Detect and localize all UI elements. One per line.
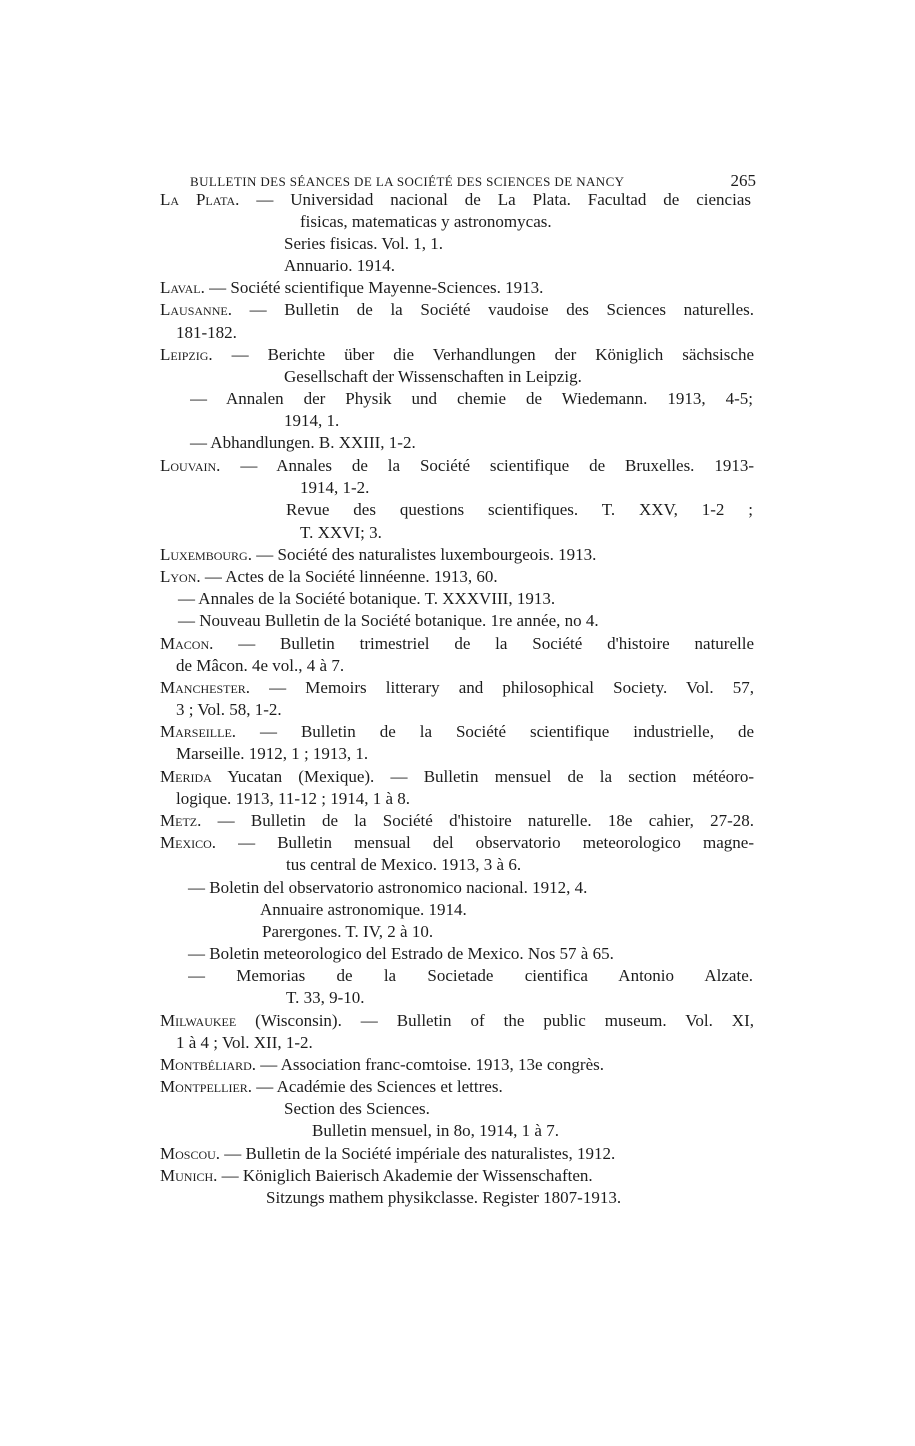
city-name: Lausanne. xyxy=(160,300,232,319)
entry-continuation-line xyxy=(176,323,237,343)
entry-heading-line xyxy=(160,345,754,365)
entry-continuation-line xyxy=(190,433,416,453)
city-name: Metz. xyxy=(160,811,202,830)
entry-continuation-line xyxy=(286,855,521,875)
running-header xyxy=(190,171,756,190)
entry-continuation-line xyxy=(284,367,582,387)
entry-text: — Académie des Sciences et lettres. xyxy=(252,1077,503,1096)
entry-heading-line xyxy=(160,567,498,587)
entry-text: — Nouveau Bulletin de la Société botanique. 1re année, no 4. xyxy=(178,611,599,630)
entry-heading-line xyxy=(160,190,751,210)
city-name: Macon. xyxy=(160,634,214,653)
entry-heading-line xyxy=(160,678,754,698)
entry-text: — Boletin meteorologico del Estrado de Mexico. Nos 57 à 65. xyxy=(188,944,614,963)
city-name: Lyon. xyxy=(160,567,201,586)
entry-continuation-line xyxy=(284,234,443,254)
entry-continuation-line xyxy=(286,500,753,520)
entry-heading-line xyxy=(160,634,754,654)
entry-text: — Bulletin mensual del observatorio meteorologico magne- xyxy=(216,833,754,852)
city-name: Merida xyxy=(160,767,212,786)
city-name: Louvain. xyxy=(160,456,221,475)
entry-text: logique. 1913, 11-12 ; 1914, 1 à 8. xyxy=(176,789,411,808)
entry-text: — Boletin del observatorio astronomico nacional. 1912, 4. xyxy=(188,878,588,897)
entry-text: — Universidad nacional de La Plata. Facultad de ciencias xyxy=(239,190,751,209)
entry-text: Sitzungs mathem physikclasse. Register 1807-1913. xyxy=(266,1188,622,1207)
entry-continuation-line xyxy=(312,1121,559,1141)
entry-continuation-line xyxy=(176,744,368,764)
entry-heading-line xyxy=(160,300,754,320)
entry-text: de Mâcon. 4e vol., 4 à 7. xyxy=(176,656,345,675)
entry-text: Series fisicas. Vol. 1, 1. xyxy=(284,234,443,253)
entry-continuation-line xyxy=(178,589,555,609)
entry-text: 1914, 1-2. xyxy=(300,478,370,497)
entry-text: Marseille. 1912, 1 ; 1913, 1. xyxy=(176,744,369,763)
entry-continuation-line xyxy=(300,523,382,543)
entry-continuation-line xyxy=(300,212,552,232)
entry-heading-line xyxy=(160,1166,593,1186)
city-name: Marseille. xyxy=(160,722,237,741)
entry-continuation-line xyxy=(176,789,410,809)
entry-continuation-line xyxy=(188,878,587,898)
entry-text: — Bulletin de la Société impériale des naturalistes, 1912. xyxy=(220,1144,616,1163)
entry-heading-line xyxy=(160,1077,503,1097)
city-name: Moscou. xyxy=(160,1144,221,1163)
entry-heading-line xyxy=(160,811,754,831)
city-name: Leipzig. xyxy=(160,345,213,364)
entry-text: — Berichte über die Verhandlungen der Königlich sächsische xyxy=(212,345,754,364)
city-name: Luxembourg. xyxy=(160,545,252,564)
entry-text: tus central de Mexico. 1913, 3 à 6. xyxy=(286,855,522,874)
entry-heading-line xyxy=(160,545,596,565)
entry-text: Annuaire astronomique. 1914. xyxy=(260,900,467,919)
entry-heading-line xyxy=(160,1144,615,1164)
entry-text: — Annales de la Société botanique. T. XXXVIII, 1913. xyxy=(178,589,556,608)
entry-text: — Königlich Baierisch Akademie der Wissenschaften. xyxy=(217,1166,593,1185)
entry-continuation-line xyxy=(284,1099,430,1119)
city-name: Munich. xyxy=(160,1166,218,1185)
entry-continuation-line xyxy=(188,966,753,986)
entry-continuation-line xyxy=(176,656,344,676)
entry-text: — Bulletin de la Société vaudoise des Sciences naturelles. xyxy=(231,300,754,319)
entry-continuation-line xyxy=(266,1188,621,1208)
entry-text: — Annalen der Physik und chemie de Wiedemann. 1913, 4-5; xyxy=(190,389,753,408)
entry-text: Yucatan (Mexique). — Bulletin mensuel de la section météoro- xyxy=(211,767,754,786)
entry-text: — Actes de la Société linnéenne. 1913, 60. xyxy=(200,567,498,586)
entry-continuation-line xyxy=(286,988,365,1008)
entry-continuation-line xyxy=(190,389,753,409)
entry-text: Revue des questions scientifiques. T. XXV, 1-2 ; xyxy=(286,500,753,519)
entry-text: Parergones. T. IV, 2 à 10. xyxy=(262,922,434,941)
city-name: Montbéliard. xyxy=(160,1055,257,1074)
entry-text: T. XXVI; 3. xyxy=(300,523,382,542)
entry-text: Annuario. 1914. xyxy=(284,256,395,275)
entry-text: — Bulletin de la Société scientifique industrielle, de xyxy=(236,722,754,741)
city-name: La Plata. xyxy=(160,190,240,209)
city-name: Manchester. xyxy=(160,678,251,697)
entry-continuation-line xyxy=(176,1033,313,1053)
entry-text: 3 ; Vol. 58, 1-2. xyxy=(176,700,282,719)
entry-text: — Memorias de la Societade cientifica Antonio Alzate. xyxy=(188,966,753,985)
entry-text: — Annales de la Société scientifique de Bruxelles. 1913- xyxy=(220,456,754,475)
city-name: Milwaukee xyxy=(160,1011,237,1030)
entry-text: — Bulletin de la Société d'histoire naturelle. 18e cahier, 27-28. xyxy=(201,811,754,830)
entry-heading-line xyxy=(160,1011,754,1031)
entry-continuation-line xyxy=(188,944,614,964)
header-title: BULLETIN DES SÉANCES DE LA SOCIÉTÉ DES SCIENCES DE NANCY xyxy=(190,174,625,189)
entry-text: — Bulletin trimestriel de la Société d'histoire naturelle xyxy=(213,634,754,653)
entry-text: Section des Sciences. xyxy=(284,1099,430,1118)
entry-heading-line xyxy=(160,722,754,742)
entry-heading-line xyxy=(160,767,754,787)
page-number: 265 xyxy=(730,171,756,190)
entry-text: 1914, 1. xyxy=(284,411,340,430)
entry-text: 181-182. xyxy=(176,323,237,342)
entry-text: — Association franc-comtoise. 1913, 13e congrès. xyxy=(256,1055,604,1074)
entry-heading-line xyxy=(160,278,543,298)
entry-text: fisicas, matematicas y astronomycas. xyxy=(300,212,552,231)
entry-heading-line xyxy=(160,1055,604,1075)
city-name: Montpellier. xyxy=(160,1077,253,1096)
entry-text: 1 à 4 ; Vol. XII, 1-2. xyxy=(176,1033,313,1052)
entry-continuation-line xyxy=(300,478,369,498)
entry-heading-line xyxy=(160,833,754,853)
entry-text: Gesellschaft der Wissenschaften in Leipzig. xyxy=(284,367,582,386)
entry-continuation-line xyxy=(176,700,282,720)
entry-heading-line xyxy=(160,456,754,476)
entry-text: (Wisconsin). — Bulletin of the public museum. Vol. XI, xyxy=(236,1011,754,1030)
entry-continuation-line xyxy=(260,900,467,920)
entry-text: — Société scientifique Mayenne-Sciences. 1913. xyxy=(204,278,544,297)
entry-text: Bulletin mensuel, in 8o, 1914, 1 à 7. xyxy=(312,1121,559,1140)
entry-continuation-line xyxy=(284,256,395,276)
entry-text: — Société des naturalistes luxembourgeois. 1913. xyxy=(251,545,597,564)
city-name: Mexico. xyxy=(160,833,217,852)
city-name: Laval. xyxy=(160,278,205,297)
entry-text: T. 33, 9-10. xyxy=(286,988,365,1007)
entry-text: — Memoirs litterary and philosophical Society. Vol. 57, xyxy=(250,678,754,697)
entry-text: — Abhandlungen. B. XXIII, 1-2. xyxy=(190,433,416,452)
entry-continuation-line xyxy=(284,411,339,431)
entry-continuation-line xyxy=(262,922,433,942)
entry-continuation-line xyxy=(178,611,599,631)
